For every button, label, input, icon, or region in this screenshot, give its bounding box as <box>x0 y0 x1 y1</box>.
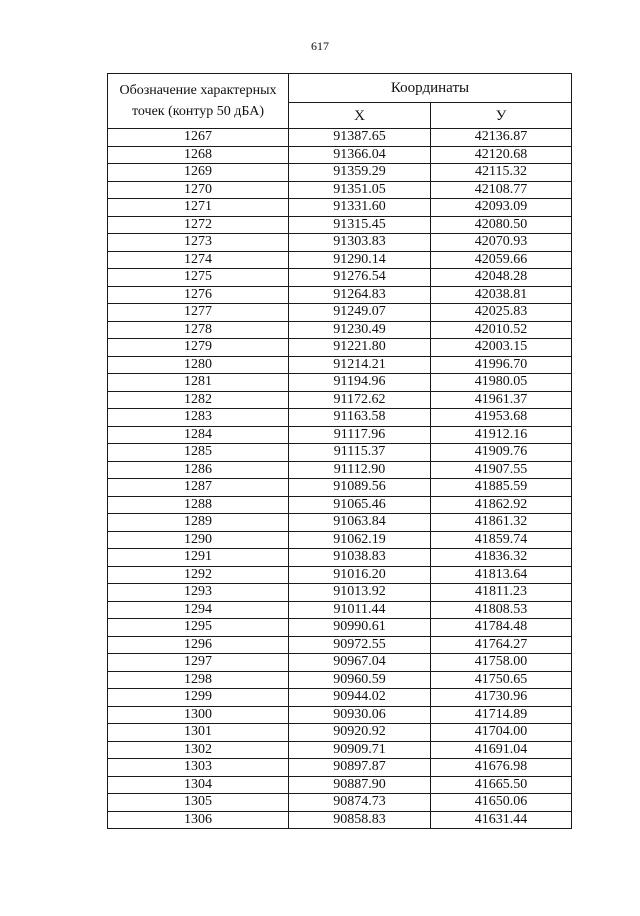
y-cell: 41953.68 <box>431 409 572 427</box>
coordinates-table <box>107 73 572 829</box>
table-row <box>108 146 572 164</box>
y-cell: 41650.06 <box>431 794 572 812</box>
point-cell: 1290 <box>108 531 289 549</box>
y-cell: 42048.28 <box>431 269 572 287</box>
y-column-header: У <box>431 103 572 129</box>
table-row <box>108 496 572 514</box>
table-header <box>108 74 572 129</box>
y-cell: 41784.48 <box>431 619 572 637</box>
x-cell: 90944.02 <box>289 689 431 707</box>
coordinates-header: Координаты <box>289 74 572 103</box>
x-cell: 91249.07 <box>289 304 431 322</box>
x-cell: 91194.96 <box>289 374 431 392</box>
table-row <box>108 741 572 759</box>
point-cell: 1272 <box>108 216 289 234</box>
point-cell: 1282 <box>108 391 289 409</box>
y-cell: 42010.52 <box>431 321 572 339</box>
x-cell: 91065.46 <box>289 496 431 514</box>
point-cell: 1293 <box>108 584 289 602</box>
table-row <box>108 251 572 269</box>
table-row <box>108 444 572 462</box>
point-cell: 1267 <box>108 129 289 147</box>
y-cell: 41813.64 <box>431 566 572 584</box>
x-cell: 90967.04 <box>289 654 431 672</box>
point-cell: 1289 <box>108 514 289 532</box>
table-row <box>108 199 572 217</box>
point-cell: 1306 <box>108 811 289 829</box>
y-cell: 41631.44 <box>431 811 572 829</box>
x-cell: 91303.83 <box>289 234 431 252</box>
table-row <box>108 321 572 339</box>
x-cell: 91230.49 <box>289 321 431 339</box>
y-cell: 41750.65 <box>431 671 572 689</box>
point-cell: 1268 <box>108 146 289 164</box>
table-row <box>108 706 572 724</box>
x-cell: 91290.14 <box>289 251 431 269</box>
y-cell: 41907.55 <box>431 461 572 479</box>
point-cell: 1276 <box>108 286 289 304</box>
table-row <box>108 479 572 497</box>
table-row <box>108 794 572 812</box>
y-cell: 42025.83 <box>431 304 572 322</box>
point-cell: 1283 <box>108 409 289 427</box>
point-cell: 1299 <box>108 689 289 707</box>
table-row <box>108 269 572 287</box>
y-cell: 42038.81 <box>431 286 572 304</box>
table-row <box>108 636 572 654</box>
y-cell: 42093.09 <box>431 199 572 217</box>
table-row <box>108 619 572 637</box>
point-cell: 1271 <box>108 199 289 217</box>
x-cell: 91366.04 <box>289 146 431 164</box>
y-cell: 41862.92 <box>431 496 572 514</box>
table-row <box>108 374 572 392</box>
x-cell: 91011.44 <box>289 601 431 619</box>
x-cell: 91117.96 <box>289 426 431 444</box>
page-number: 617 <box>311 39 329 53</box>
table-row <box>108 426 572 444</box>
table-row <box>108 409 572 427</box>
point-cell: 1280 <box>108 356 289 374</box>
y-cell: 42003.15 <box>431 339 572 357</box>
point-cell: 1273 <box>108 234 289 252</box>
y-cell: 41811.23 <box>431 584 572 602</box>
x-cell: 90897.87 <box>289 759 431 777</box>
point-cell: 1287 <box>108 479 289 497</box>
x-cell: 90990.61 <box>289 619 431 637</box>
y-cell: 41996.70 <box>431 356 572 374</box>
y-cell: 41764.27 <box>431 636 572 654</box>
table-row <box>108 811 572 829</box>
point-cell: 1269 <box>108 164 289 182</box>
table-row <box>108 584 572 602</box>
x-cell: 91063.84 <box>289 514 431 532</box>
point-cell: 1304 <box>108 776 289 794</box>
x-cell: 91013.92 <box>289 584 431 602</box>
table-row <box>108 461 572 479</box>
point-cell: 1286 <box>108 461 289 479</box>
x-column-header: X <box>289 103 431 129</box>
y-cell: 41665.50 <box>431 776 572 794</box>
x-cell: 91062.19 <box>289 531 431 549</box>
point-cell: 1298 <box>108 671 289 689</box>
table-row <box>108 164 572 182</box>
y-cell: 42115.32 <box>431 164 572 182</box>
table-row <box>108 689 572 707</box>
y-cell: 41714.89 <box>431 706 572 724</box>
point-cell: 1297 <box>108 654 289 672</box>
table-row <box>108 724 572 742</box>
table-row <box>108 216 572 234</box>
point-cell: 1292 <box>108 566 289 584</box>
x-cell: 91387.65 <box>289 129 431 147</box>
point-cell: 1274 <box>108 251 289 269</box>
point-cell: 1291 <box>108 549 289 567</box>
x-cell: 91115.37 <box>289 444 431 462</box>
y-cell: 41730.96 <box>431 689 572 707</box>
x-cell: 91163.58 <box>289 409 431 427</box>
point-cell: 1288 <box>108 496 289 514</box>
table-row <box>108 129 572 147</box>
table-row <box>108 514 572 532</box>
y-cell: 41861.32 <box>431 514 572 532</box>
point-cell: 1305 <box>108 794 289 812</box>
table-row <box>108 181 572 199</box>
point-cell: 1277 <box>108 304 289 322</box>
y-cell: 41912.16 <box>431 426 572 444</box>
point-cell: 1301 <box>108 724 289 742</box>
y-cell: 42059.66 <box>431 251 572 269</box>
y-cell: 42120.68 <box>431 146 572 164</box>
y-cell: 41758.00 <box>431 654 572 672</box>
y-cell: 41859.74 <box>431 531 572 549</box>
point-cell: 1281 <box>108 374 289 392</box>
x-cell: 91214.21 <box>289 356 431 374</box>
table-row <box>108 531 572 549</box>
point-cell: 1279 <box>108 339 289 357</box>
x-cell: 90874.73 <box>289 794 431 812</box>
table-body <box>108 129 572 829</box>
x-cell: 90909.71 <box>289 741 431 759</box>
point-cell: 1270 <box>108 181 289 199</box>
table-row <box>108 234 572 252</box>
x-cell: 91016.20 <box>289 566 431 584</box>
x-cell: 91221.80 <box>289 339 431 357</box>
point-cell: 1296 <box>108 636 289 654</box>
table-row <box>108 304 572 322</box>
table-row <box>108 776 572 794</box>
x-cell: 91172.62 <box>289 391 431 409</box>
table-row <box>108 391 572 409</box>
y-cell: 41691.04 <box>431 741 572 759</box>
x-cell: 91315.45 <box>289 216 431 234</box>
x-cell: 90858.83 <box>289 811 431 829</box>
x-cell: 90930.06 <box>289 706 431 724</box>
x-cell: 91264.83 <box>289 286 431 304</box>
point-cell: 1302 <box>108 741 289 759</box>
table-row <box>108 601 572 619</box>
y-cell: 42136.87 <box>431 129 572 147</box>
table-row <box>108 286 572 304</box>
y-cell: 41836.32 <box>431 549 572 567</box>
y-cell: 41885.59 <box>431 479 572 497</box>
x-cell: 90920.92 <box>289 724 431 742</box>
x-cell: 91276.54 <box>289 269 431 287</box>
x-cell: 90960.59 <box>289 671 431 689</box>
point-cell: 1285 <box>108 444 289 462</box>
table-row <box>108 549 572 567</box>
y-cell: 41961.37 <box>431 391 572 409</box>
y-cell: 42108.77 <box>431 181 572 199</box>
table-row <box>108 339 572 357</box>
y-cell: 41704.00 <box>431 724 572 742</box>
y-cell: 42080.50 <box>431 216 572 234</box>
x-cell: 91331.60 <box>289 199 431 217</box>
table-row <box>108 356 572 374</box>
table-row <box>108 671 572 689</box>
x-cell: 90972.55 <box>289 636 431 654</box>
y-cell: 41909.76 <box>431 444 572 462</box>
point-cell: 1275 <box>108 269 289 287</box>
point-cell: 1294 <box>108 601 289 619</box>
y-cell: 41808.53 <box>431 601 572 619</box>
point-designation-header: Обозначение характерных точек (контур 50 дБА) <box>108 74 289 129</box>
y-cell: 41676.98 <box>431 759 572 777</box>
y-cell: 42070.93 <box>431 234 572 252</box>
x-cell: 91038.83 <box>289 549 431 567</box>
x-cell: 91351.05 <box>289 181 431 199</box>
table-row <box>108 654 572 672</box>
point-cell: 1303 <box>108 759 289 777</box>
y-cell: 41980.05 <box>431 374 572 392</box>
point-cell: 1295 <box>108 619 289 637</box>
point-cell: 1284 <box>108 426 289 444</box>
table-row <box>108 759 572 777</box>
x-cell: 91089.56 <box>289 479 431 497</box>
point-cell: 1278 <box>108 321 289 339</box>
x-cell: 91359.29 <box>289 164 431 182</box>
x-cell: 91112.90 <box>289 461 431 479</box>
x-cell: 90887.90 <box>289 776 431 794</box>
point-cell: 1300 <box>108 706 289 724</box>
table-row <box>108 566 572 584</box>
